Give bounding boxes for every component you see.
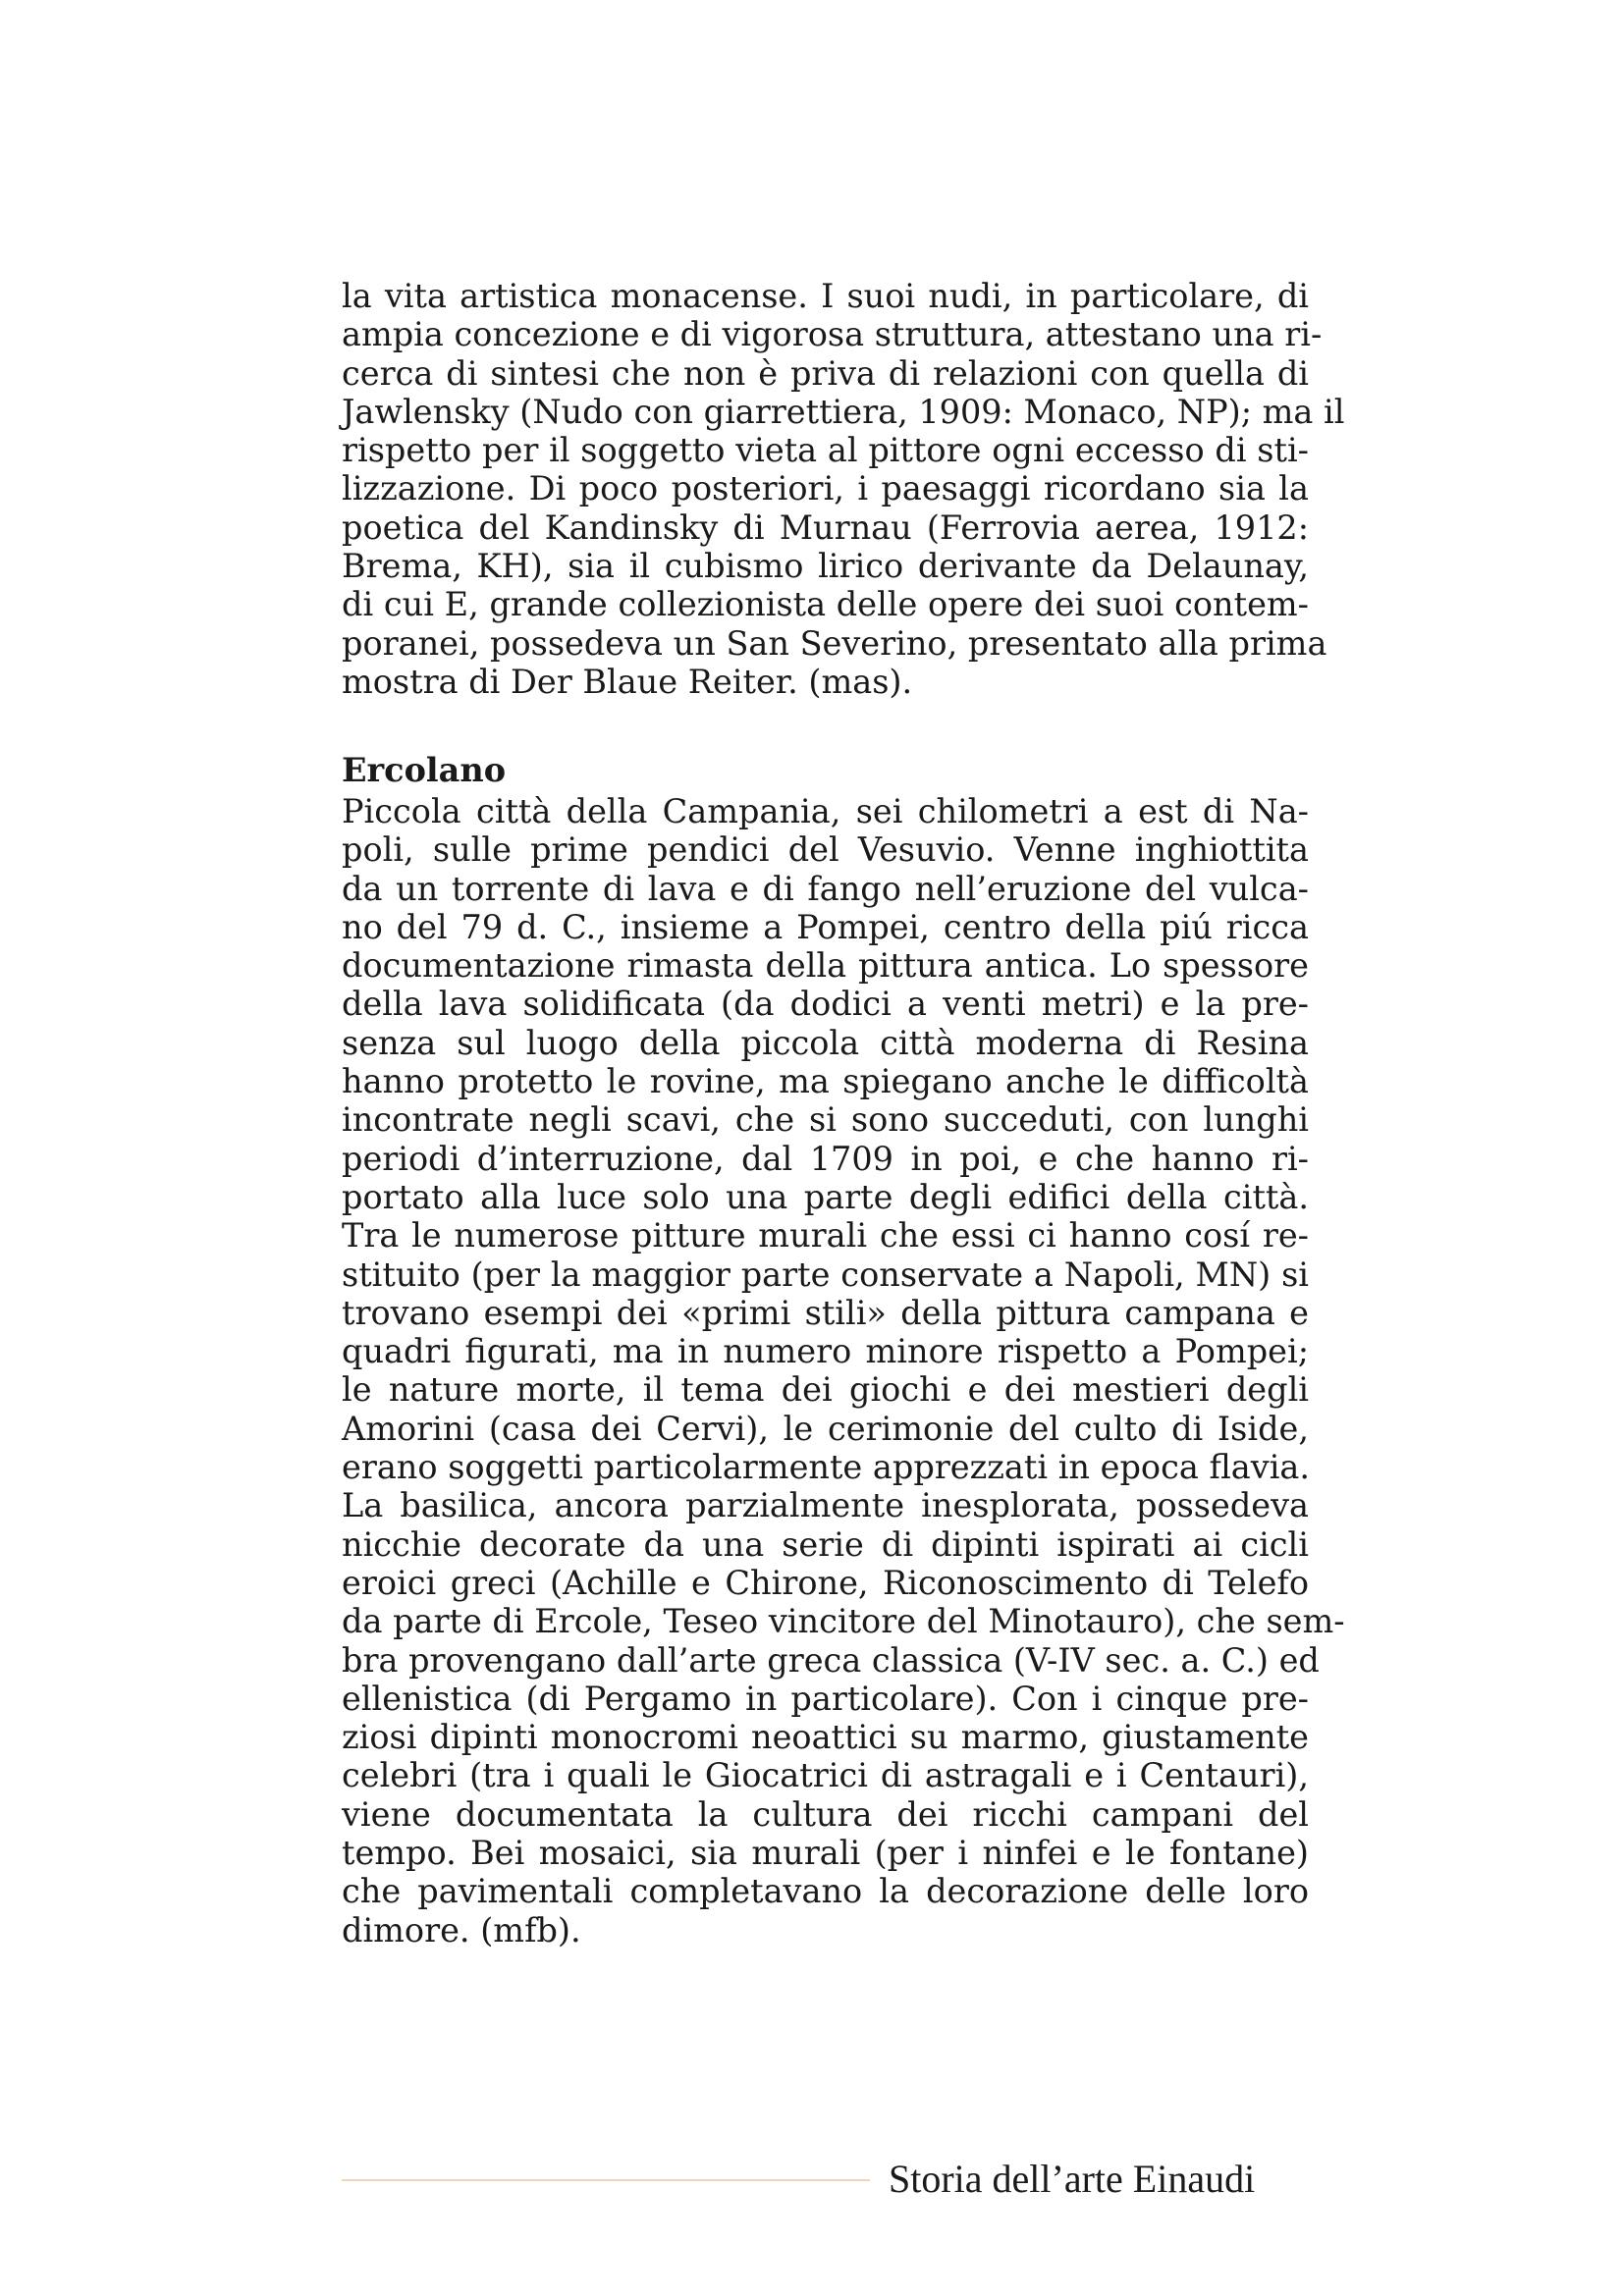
- footer-title: Storia dell’arte Einaudi: [889, 2157, 1256, 2201]
- text-line: bra provengano dall’arte greca classica (V-IV sec. a. C.) ed: [342, 1640, 1320, 1680]
- text-line: stituito (per la maggior parte conservate a Napoli, MN) si: [342, 1255, 1309, 1294]
- text-line: celebri (tra i quali le Giocatrici di astragali e i Centauri),: [342, 1756, 1309, 1795]
- text-line: poranei, possedeva un San Severino, presentato alla prima: [342, 623, 1327, 663]
- text-line: ellenistica (di Pergamo in particolare). Con i cinque pre-: [342, 1679, 1309, 1718]
- footer-divider: [342, 2179, 870, 2181]
- text-line: Piccola città della Campania, sei chilometri a est di Na-: [342, 792, 1309, 830]
- text-line: La basilica, ancora parzialmente inesplorata, possedeva: [342, 1486, 1309, 1525]
- text-line: da parte di Ercole, Teseo vincitore del Minotauro), che sem-: [342, 1602, 1345, 1641]
- text-line: trovano esempi dei «primi stili» della pittura campana e: [342, 1293, 1309, 1332]
- text-line: periodi d’interruzione, dal 1709 in poi, e che hanno ri-: [342, 1139, 1309, 1178]
- text-line: cerca di sintesi che non è priva di relazioni con quella di: [342, 353, 1309, 393]
- text-line: Jawlensky (Nudo con giarrettiera, 1909: Monaco, NP); ma il: [342, 392, 1345, 431]
- text-line: Amorini (casa dei Cervi), le cerimonie del culto di Iside,: [342, 1409, 1309, 1448]
- text-line: di cui E, grande collezionista delle opere dei suoi contem-: [342, 585, 1309, 624]
- text-line: lizzazione. Di poco posteriori, i paesaggi ricordano sia la: [342, 469, 1309, 508]
- paragraph-monaco: [342, 277, 1345, 701]
- text-line: portato alla luce solo una parte degli edifici della città.: [342, 1177, 1309, 1216]
- text-line: documentazione rimasta della pittura antica. Lo spessore: [342, 946, 1309, 986]
- text-line: senza sul luogo della piccola città moderna di Resina: [342, 1023, 1309, 1062]
- text-line: no del 79 d. C., insieme a Pompei, centro della piú ricca: [342, 907, 1309, 946]
- text-line: viene documentata la cultura dei ricchi campani del: [342, 1794, 1309, 1834]
- text-line: Tra le numerose pitture murali che essi ci hanno cosí re-: [342, 1216, 1309, 1255]
- text-line: dimore. (mfb).: [342, 1910, 581, 1949]
- entry-heading: Ercolano: [342, 751, 507, 789]
- text-line: eroici greci (Achille e Chirone, Riconoscimento di Telefo: [342, 1563, 1309, 1602]
- text-line: della lava solidificata (da dodici a venti metri) e la pre-: [342, 985, 1309, 1024]
- text-line: hanno protetto le rovine, ma spiegano anche le difficoltà: [342, 1062, 1309, 1101]
- text-line: poetica del Kandinsky di Murnau (Ferrovia aerea, 1912:: [342, 507, 1309, 547]
- text-line: nicchie decorate da una serie di dipinti ispirati ai cicli: [342, 1524, 1309, 1564]
- text-line: la vita artistica monacense. I suoi nudi, in particolare, di: [342, 277, 1309, 315]
- text-line: tempo. Bei mosaici, sia murali (per i ninfei e le fontane): [342, 1834, 1309, 1873]
- text-line: da un torrente di lava e di fango nell’eruzione del vulca-: [342, 869, 1309, 908]
- text-line: poli, sulle prime pendici del Vesuvio. Venne inghiottita: [342, 830, 1309, 870]
- text-line: erano soggetti particolarmente apprezzati in epoca flavia.: [342, 1448, 1311, 1487]
- text-line: rispetto per il soggetto vieta al pittore ogni eccesso di sti-: [342, 431, 1309, 470]
- text-line: che pavimentali completavano la decorazione delle loro: [342, 1872, 1309, 1911]
- text-line: ampia concezione e di vigorosa struttura, attestano una ri-: [342, 315, 1323, 354]
- text-line: ziosi dipinti monocromi neoattici su marmo, giustamente: [342, 1718, 1309, 1757]
- paragraph-ercolano: [342, 792, 1345, 1949]
- text-line: le nature morte, il tema dei giochi e dei mestieri degli: [342, 1370, 1309, 1410]
- text-line: mostra di Der Blaue Reiter. (mas).: [342, 662, 913, 701]
- text-line: incontrate negli scavi, che si sono succeduti, con lunghi: [342, 1100, 1309, 1140]
- text-line: quadri figurati, ma in numero minore rispetto a Pompei;: [342, 1332, 1309, 1371]
- text-line: Brema, KH), sia il cubismo lirico derivante da Delaunay,: [342, 547, 1309, 586]
